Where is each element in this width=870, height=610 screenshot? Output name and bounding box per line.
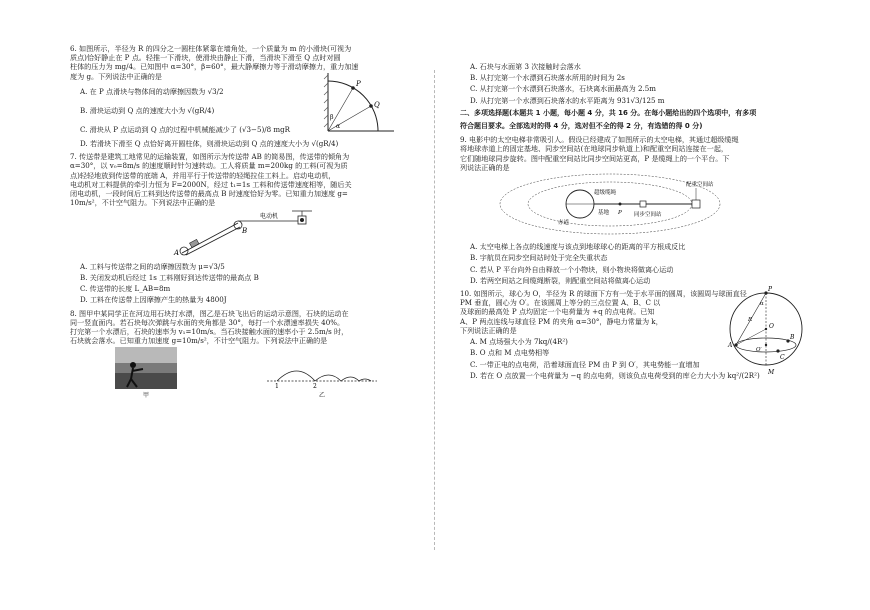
q8-photo xyxy=(115,347,177,389)
q8-line-3: 打完第一个水漂后，石块的速率为 v₁=10m/s。当石块接触水面的速率小于 2.5m/s 时， xyxy=(70,326,349,336)
section-heading-line-2: 符合题目要求。全部选对的得 4 分，选对但不全的得 2 分，有选错的得 0 分) xyxy=(460,121,703,130)
q6-line-2: 质点)恰好静止在 P 点。轻推一下滑块，使滑块由静止下滑，当滑块下滑至 Q 点时对圆 xyxy=(70,53,341,63)
q9-option-c[interactable]: C. 若从 P 平台向外自由释放一个小物块，则小物块将做离心运动 xyxy=(470,264,674,274)
q10-line-2: PM 垂直，圆心为 O′。在该圆周上等分的三点位置 A、B、C 以 xyxy=(460,298,661,308)
q10-label-b: B xyxy=(790,334,795,342)
q9-line-3: 它们随地球同步旋转。图中配重空间站比同步空间站更高，P 是缆绳上的一个平台。下 xyxy=(460,153,730,163)
question-7 xyxy=(70,152,422,304)
q8-line-1: 8. 图甲中某同学正在河边用石块打水漂，图乙是石块飞出后的运动示意图，石块的运动在 xyxy=(70,308,349,318)
q9-label-p: P xyxy=(618,209,622,216)
q7-option-b[interactable]: B. 关闭发动机后经过 1s 工料刚好到达传送带的最高点 B xyxy=(80,272,259,282)
question-8 xyxy=(70,309,422,400)
q9-label-base: 基地 xyxy=(598,209,610,216)
q10-label-r: R xyxy=(748,317,753,324)
q10-line-1: 10. 如图所示，球心为 O，半径为 R 的球面下方有一处于水平面的圆周，该圆周与球面直径 xyxy=(460,289,747,299)
q8-label-1: 1 xyxy=(275,383,279,390)
q8-option-d[interactable]: D. 从打完第一个水漂到石块落水的水平距离为 931√3/125 m xyxy=(470,95,665,105)
q9-option-d[interactable]: D. 若两空间站之间缆绳断裂，则配重空间站将做离心运动 xyxy=(470,275,651,285)
q8-figure-yi xyxy=(267,359,377,399)
q8-skip-diagram xyxy=(267,359,377,389)
q6-option-c[interactable]: C. 滑块从 P 点运动到 Q 点的过程中机械能减少了 (√3−5)/8 mgR xyxy=(80,125,291,135)
q9-label-counterweight-station: 配重空间站 xyxy=(686,181,714,188)
q7-line-2: α=30°，以 v₀=8m/s 的速度顺时针匀速转动。工人将质量 m=200kg 的工料(可视为质 xyxy=(70,161,348,171)
q6-quarter-cylinder-figure xyxy=(318,71,398,137)
q8-caption-yi: 乙 xyxy=(318,391,325,399)
q9-option-a[interactable]: A. 太空电梯上各点的线速度与该点到地球球心的距离的平方根成反比 xyxy=(470,242,686,252)
q8-line-4: 石块就会落水。已知重力加速度 g=10m/s²，不计空气阻力。下列说法中正确的是 xyxy=(70,336,328,346)
q10-line-5: 下列说法正确的是 xyxy=(460,325,517,335)
q10-label-o-prime: O′ xyxy=(756,347,762,354)
q9-label-sync-station: 同步空间站 xyxy=(634,211,662,218)
question-6 xyxy=(70,44,422,148)
q6-line-1: 6. 如图所示，半径为 R 的四分之一圆柱体紧靠在墙角处，一个质量为 m 的小滑块(可视为 xyxy=(70,44,352,53)
q6-line-3: 柱体的压力为 mg/4。已知图中 α=30°，β=60°，最大静摩擦力等于滑动摩擦力，重力加速 xyxy=(70,62,359,72)
q7-line-3: 点)轻轻地放到传送带的底端 A，并用平行于传送带的轻绳拉住工料上。启动电动机， xyxy=(70,170,336,180)
q10-line-3: 及球面的最高处 P 点均固定一个电荷量为 +q 的点电荷。已知 xyxy=(460,307,655,317)
q10-option-a[interactable]: A. M 点场强大小为 7kq/(4R²) xyxy=(470,337,568,347)
q10-option-c[interactable]: C. 一带正电的点电荷，沿着球面直径 PM 由 P 到 O′，其电势能一直增加 xyxy=(470,359,700,369)
q9-line-1: 9. 电影中的太空电梯非常吸引人。假设已经建成了如图所示的太空电梯，其通过超级缆绳 xyxy=(460,135,739,145)
q7-option-c[interactable]: C. 传送带的长度 L_AB=8m xyxy=(80,284,171,294)
q8-figure-jia xyxy=(115,347,177,399)
q6-label-beta: β xyxy=(330,113,334,121)
question-9 xyxy=(460,135,812,285)
q9-line-2: 将地球赤道上的固定基地、同步空间站(在地球同步轨道上)和配重空间站连接在一起， xyxy=(460,144,729,154)
left-column xyxy=(70,44,422,403)
q8-label-2: 2 xyxy=(313,383,317,390)
column-divider xyxy=(434,70,435,550)
q7-line-6: 10m/s²，不计空气阻力。下列说法中正确的是 xyxy=(70,198,216,208)
q8-line-2: 同一竖直面内。若石块每次弹跳与水面的夹角都是 30°，每打一个水漂速率损失 40%。 xyxy=(70,317,345,327)
q7-option-a[interactable]: A. 工料与传送带之间的动摩擦因数为 μ=√3/5 xyxy=(80,261,225,271)
q9-line-4: 列说法正确的是 xyxy=(460,162,510,172)
q6-label-q: Q xyxy=(374,100,380,109)
q9-option-b[interactable]: B. 宇航员在同步空间站时处于完全失重状态 xyxy=(470,253,608,263)
q10-label-p: P xyxy=(768,286,773,294)
q10-line-4: A、P 两点连线与球直径 PM 的夹角 α=30°，静电力常量为 k， xyxy=(460,316,663,326)
q8-option-c[interactable]: C. 从打完第一个水漂到石块落水，石块离水面最高为 2.5m xyxy=(470,84,657,94)
q6-option-d[interactable]: D. 若滑块下滑至 Q 点恰好离开圆柱体，则滑块运动到 Q 点的速度大小为 √(gR/4) xyxy=(80,138,339,148)
q6-option-b[interactable]: B. 滑块运动到 Q 点的速度大小为 √(gR/4) xyxy=(80,106,215,116)
q6-label-p: P xyxy=(356,79,361,88)
right-column xyxy=(460,60,812,384)
section-heading-line-1: 二、多项选择题(本题共 1 小题，每小题 4 分，共 16 分。在每小题给出的四个选项中，有多项 xyxy=(460,108,757,117)
q10-label-o: O xyxy=(769,323,774,331)
q8-caption-jia: 甲 xyxy=(142,391,149,399)
section-multiple-choice xyxy=(460,109,812,131)
q7-line-1: 7. 传送带是建筑工地常见的运输装置，如图所示为传送带 AB 的简易图，传送带的倾角为 xyxy=(70,152,350,162)
q7-line-5: 闭电动机，一段时间后工料到达传送带的最高点 B 时速度恰好为零。已知重力加速度 g= xyxy=(70,188,348,198)
q6-option-a[interactable]: A. 在 P 点滑块与物体间的动摩擦因数为 √3/2 xyxy=(80,86,224,96)
q10-label-c: C xyxy=(780,354,785,362)
q7-label-a: A xyxy=(174,249,180,258)
q7-label-b: B xyxy=(242,227,248,236)
q10-option-b[interactable]: B. O 点和 M 点电势相等 xyxy=(470,348,550,358)
q10-sphere-figure xyxy=(726,281,806,381)
q7-label-motor: 电动机 xyxy=(260,213,279,221)
q7-option-d[interactable]: D. 工料在传送带上因摩擦产生的热量为 4800J xyxy=(80,295,227,305)
q7-line-4: 电动机对工料提供的牵引力恒为 F=2000N，经过 t₁=1s 工料和传送带速度相等，随后关 xyxy=(70,179,352,189)
question-10 xyxy=(460,286,812,380)
q8-option-a[interactable]: A. 石块与水面第 3 次接触时会落水 xyxy=(470,62,581,71)
q10-label-a: A xyxy=(728,342,733,350)
question-8-options xyxy=(460,62,812,105)
q8-option-b[interactable]: B. 从打完第一个水漂到石块落水所用的时间为 2s xyxy=(470,73,625,83)
q6-line-4: 度为 g。下列说法中正确的是 xyxy=(70,71,162,81)
q9-label-cable: 超级缆绳 xyxy=(594,189,617,196)
q6-label-alpha: α xyxy=(336,122,341,130)
q8-figures xyxy=(70,347,422,399)
q7-conveyor-figure xyxy=(70,207,422,257)
q10-label-m: M xyxy=(768,369,775,377)
q10-label-alpha: α xyxy=(760,301,764,308)
q9-space-elevator-figure xyxy=(460,172,812,238)
q10-option-d[interactable]: D. 若在 O 点放置一个电荷量为 −q 的点电荷，则该负点电荷受到的库仑力大小为 kq²/(2R²) xyxy=(470,370,760,380)
q9-label-equator: 赤道 xyxy=(558,219,570,226)
